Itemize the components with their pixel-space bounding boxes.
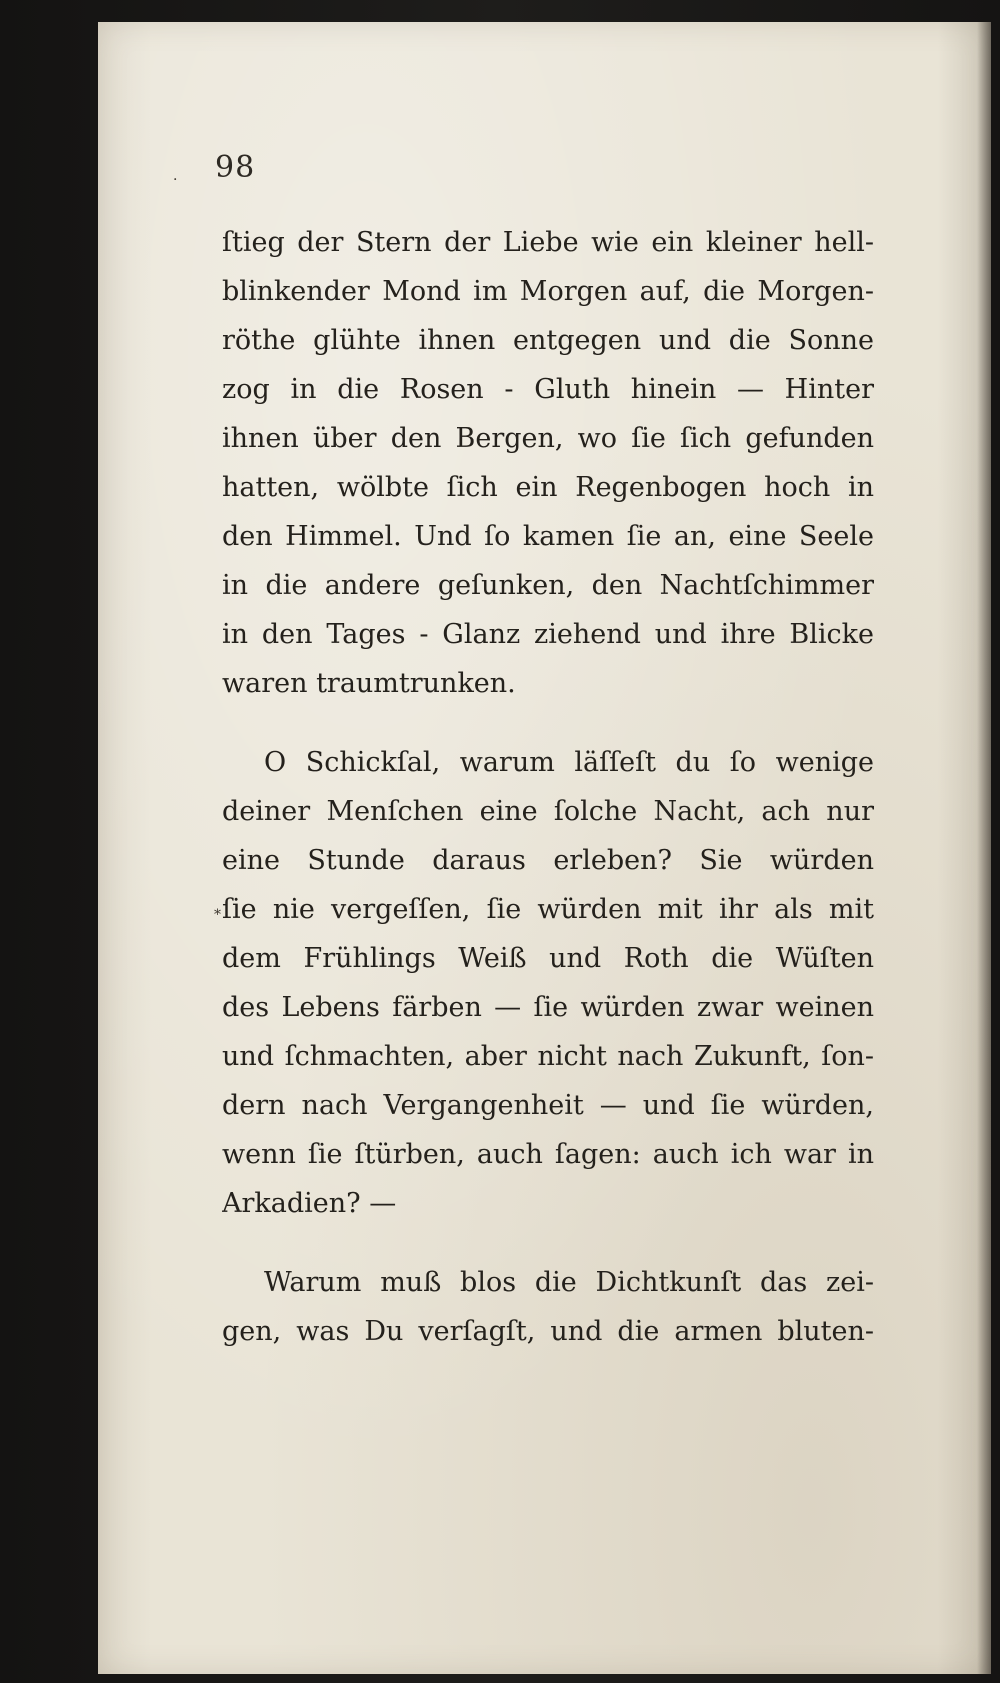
text-line: zog in die Rosen - Gluth hinein — Hinter: [222, 374, 874, 405]
text-line: waren traumtrunken.: [222, 668, 516, 699]
text-line: den Himmel. Und ſo kamen ſie an, eine Seele: [222, 521, 874, 552]
text-line: wenn ſie ſtürben, auch ſagen: auch ich war in: [222, 1139, 874, 1170]
text-line: und ſchmachten, aber nicht nach Zukunft, ſon-: [222, 1041, 874, 1072]
text-line: O Schickſal, warum läſſeſt du ſo wenige: [264, 747, 874, 778]
paragraph-2: [222, 738, 874, 1228]
text-line: ihnen über den Bergen, wo ſie ſich gefunden: [222, 423, 874, 454]
text-line: ſie nie vergeſſen, ſie würden mit ihr als mit: [222, 894, 874, 925]
margin-speck: ·: [173, 172, 178, 188]
margin-speck: *: [214, 907, 221, 923]
text-line: gen, was Du verſagſt, und die armen bluten-: [222, 1316, 874, 1347]
text-line: Warum muß blos die Dichtkunſt das zei-: [264, 1267, 874, 1298]
text-line: ſtieg der Stern der Liebe wie ein kleiner hell-: [222, 227, 874, 258]
text-line: dern nach Vergangenheit — und ſie würden,: [222, 1090, 874, 1121]
body-text: [222, 218, 874, 1356]
paragraph-3: [222, 1258, 874, 1356]
text-line: eine Stunde daraus erleben? Sie würden: [222, 845, 874, 876]
text-line: dem Frühlings Weiß und Roth die Wüſten: [222, 943, 874, 974]
text-line: deiner Menſchen eine ſolche Nacht, ach nur: [222, 796, 874, 827]
page-gutter-shadow: [977, 22, 991, 1674]
paragraph-1: [222, 218, 874, 708]
text-line: Arkadien? —: [222, 1188, 397, 1219]
text-line: des Lebens färben — ſie würden zwar weinen: [222, 992, 874, 1023]
text-line: in den Tages - Glanz ziehend und ihre Blicke: [222, 619, 874, 650]
text-line: blinkender Mond im Morgen auf, die Morgen-: [222, 276, 874, 307]
text-line: in die andere geſunken, den Nachtſchimmer: [222, 570, 874, 601]
text-line: hatten, wölbte ſich ein Regenbogen hoch in: [222, 472, 874, 503]
text-line: röthe glühte ihnen entgegen und die Sonne: [222, 325, 874, 356]
page-number: 98: [215, 150, 256, 185]
